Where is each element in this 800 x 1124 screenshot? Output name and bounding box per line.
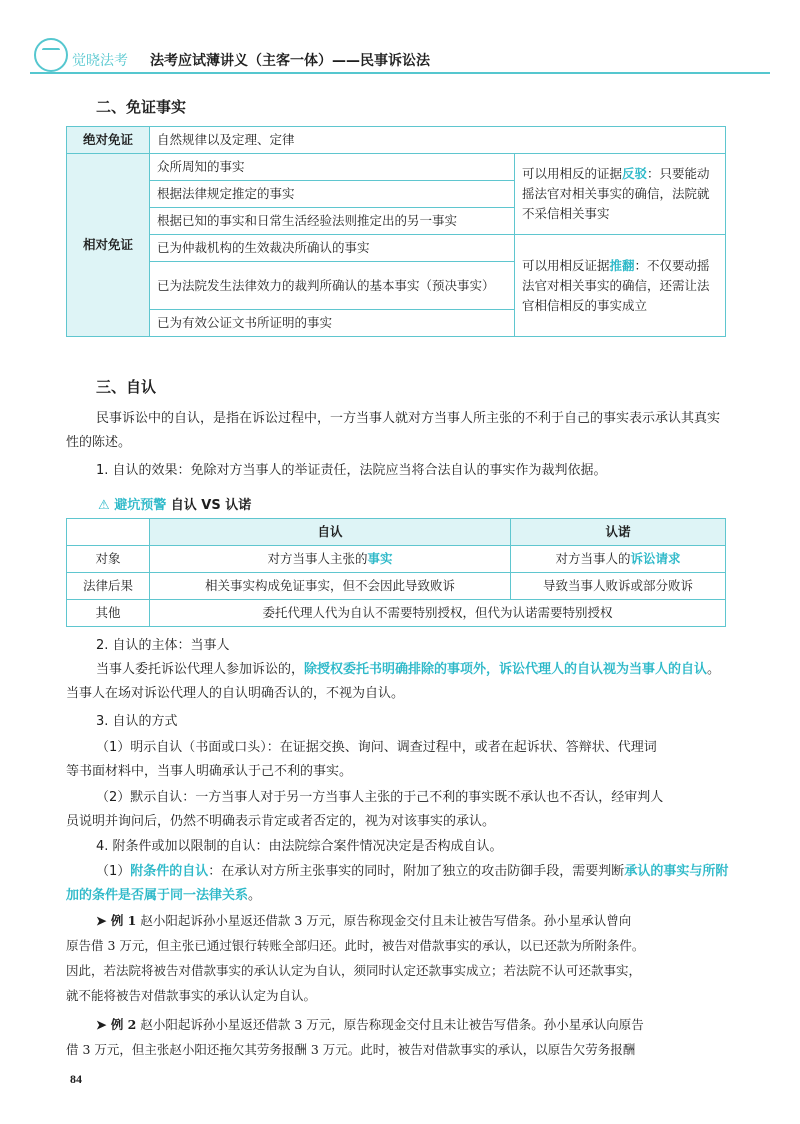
paragraph: 4. 附条件或加以限制的自认：由法院综合案件情况决定是否构成自认。	[96, 839, 503, 854]
warning-heading: ⚠ 避坑预警 自认 VS 认诺	[98, 498, 252, 513]
page-number: 84	[70, 1072, 82, 1086]
section3-title: 三、自认	[96, 378, 157, 396]
cell: 委托代理人代为自认不需要特别授权，但代为认诺需要特别授权	[150, 600, 726, 627]
cell: 对方当事人主张的事实	[150, 546, 511, 573]
paragraph: 2. 自认的主体：当事人	[96, 638, 230, 653]
example-line: 原告借 3 万元，但主张已通过银行转账全部归还。此时，被告对借款事实的承认，以已还款为所附条件。	[66, 938, 645, 953]
relative-item: 根据法律规定推定的事实	[150, 181, 515, 208]
cell: 导致当事人败诉或部分败诉	[511, 573, 726, 600]
cell: 相关事实构成免证事实，但不会因此导致败诉	[150, 573, 511, 600]
comparison-table	[66, 518, 726, 627]
row-header: 对象	[67, 546, 150, 573]
example-line: 因此，若法院将被告对借款事实的承认认定为自认，须同时认定还款事实成立；若法院不认可还款事实，	[66, 963, 642, 978]
col-header: 认诺	[511, 519, 726, 546]
example-line: 就不能将被告对借款事实的承认认定为自认。	[66, 988, 317, 1003]
example-label: ➤ 例 1	[96, 913, 137, 928]
example-line: ➤ 例 2 赵小阳起诉孙小星返还借款 3 万元，原告称现金交付且未让被告写借条。孙小星承认向原告	[96, 1017, 644, 1032]
paragraph: 1. 自认的效果：免除对方当事人的举证责任，法院应当将合法自认的事实作为裁判依据。	[96, 463, 607, 478]
example-label: ➤ 例 2	[96, 1017, 137, 1032]
col-header: 自认	[150, 519, 511, 546]
alarm-icon: ⚠	[98, 498, 110, 513]
note-overturn: 可以用相反证据推翻：不仅要动摇法官对相关事实的确信，还需让法官相信相反的事实成立	[515, 235, 726, 337]
header-title: 法考应试薄讲义（主客一体）——民事诉讼法	[150, 53, 430, 69]
relative-item: 已为有效公证文书所证明的事实	[150, 310, 515, 337]
relative-item: 众所周知的事实	[150, 154, 515, 181]
absolute-label: 绝对免证	[67, 127, 150, 154]
example-line: ➤ 例 1 赵小阳起诉孙小星返还借款 3 万元，原告称现金交付且未让被告写借条。孙小星承认曾向	[96, 913, 632, 928]
relative-item: 已为法院发生法律效力的裁判所确认的基本事实（预决事实）	[150, 262, 515, 310]
cell: 对方当事人的诉讼请求	[511, 546, 726, 573]
brand-logo-icon	[34, 38, 68, 72]
row-header: 其他	[67, 600, 150, 627]
paragraph: 当事人委托诉讼代理人参加诉讼的，除授权委托书明确排除的事项外，诉讼代理人的自认视为当事人的自认。当事人在场对诉讼代理人的自认明确否认的，不视为自认。	[66, 662, 721, 701]
relative-item: 根据已知的事实和日常生活经验法则推定出的另一事实	[150, 208, 515, 235]
paragraph: 员说明并询问后，仍然不明确表示肯定或者否定的，视为对该事实的承认。	[66, 814, 496, 829]
corner-cell	[67, 519, 150, 546]
row-header: 法律后果	[67, 573, 150, 600]
section2-title: 二、免证事实	[96, 98, 187, 116]
note-rebut: 可以用相反的证据反驳：只要能动摇法官对相关事实的确信，法院就不采信相关事实	[515, 154, 726, 235]
relative-item: 已为仲裁机构的生效裁决所确认的事实	[150, 235, 515, 262]
exempt-facts-table	[66, 126, 726, 337]
paragraph: 等书面材料中，当事人明确承认于己不利的事实。	[66, 764, 353, 779]
paragraph: （1）明示自认（书面或口头）：在证据交换、询问、调查过程中，或者在起诉状、答辩状、代理词	[96, 740, 657, 755]
paragraph: 民事诉讼中的自认，是指在诉讼过程中，一方当事人就对方当事人所主张的不利于自己的事实表示承认其真实性的陈述。	[66, 411, 721, 450]
relative-label: 相对免证	[67, 154, 150, 337]
paragraph: （1）附条件的自认：在承认对方所主张事实的同时，附加了独立的攻击防御手段，需要判断承认的事实与所附加的条件是否属于同一法律关系。	[66, 864, 729, 903]
brand-name: 觉晓法考	[72, 53, 128, 69]
absolute-text: 自然规律以及定理、定律	[150, 127, 726, 154]
paragraph: 3. 自认的方式	[96, 714, 178, 729]
example-line: 借 3 万元，但主张赵小阳还拖欠其劳务报酬 3 万元。此时，被告对借款事实的承认，以原告欠劳务报酬	[66, 1042, 636, 1057]
paragraph: （2）默示自认：一方当事人对于另一方当事人主张的于己不利的事实既不承认也不否认，经审判人	[96, 790, 664, 805]
header-divider	[30, 72, 770, 74]
